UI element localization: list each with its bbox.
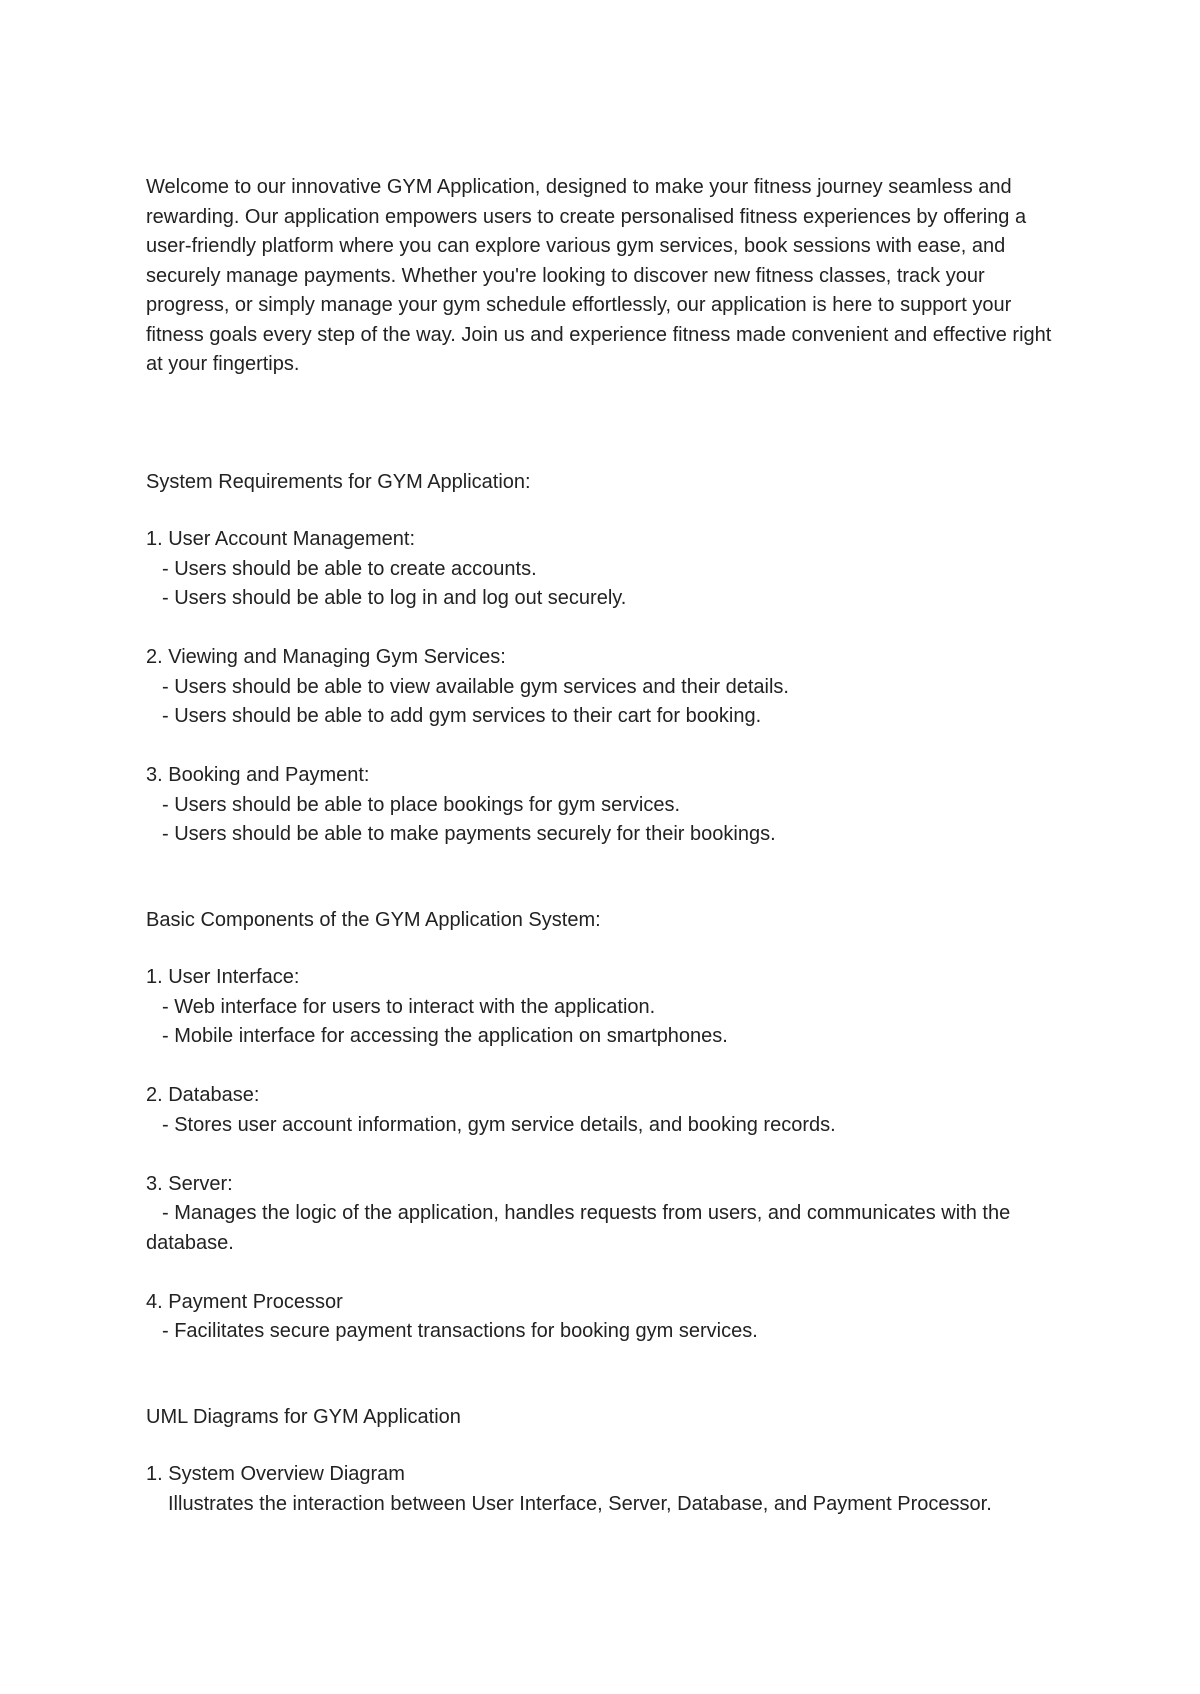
uml-heading: UML Diagrams for GYM Application [146, 1405, 461, 1428]
component-point: - Mobile interface for accessing the application on smartphones. [162, 1025, 728, 1047]
requirement-title: 3. Booking and Payment: [146, 764, 370, 786]
requirement-point: - Users should be able to view available gym services and their details. [162, 675, 789, 698]
requirement-item-1 [146, 525, 1066, 614]
requirement-point: - Users should be able to make payments securely for their bookings. [162, 823, 776, 845]
component-title: 2. Database: [146, 1084, 260, 1106]
requirement-point: - Users should be able to add gym services to their cart for booking. [162, 705, 762, 727]
component-point: - Web interface for users to interact with the application. [162, 995, 656, 1018]
requirement-point: - Users should be able to place bookings for gym services. [162, 793, 681, 816]
component-point: - Manages the logic of the application, handles requests from users, and communicates with the database. [146, 1202, 1011, 1254]
requirements-heading: System Requirements for GYM Application: [146, 470, 531, 493]
requirement-title: 2. Viewing and Managing Gym Services: [146, 646, 506, 668]
requirement-title: 1. User Account Management: [146, 528, 416, 550]
intro-paragraph: Welcome to our innovative GYM Application, designed to make your fitness journey seamless and rewarding. Our application empowers users to create personalised fitness experiences by offering a user-friendly platform where you can explore various gym services, book sessions with ease, and securely manage payments. Whether you're looking to discover new fitness classes, track your progress, or simply manage your gym schedule effortlessly, our application is here to support your fitness goals every step of the way. Join us and experience fitness made convenient and effective right at your fingertips. [146, 176, 1052, 375]
component-point: - Facilitates secure payment transactions for booking gym services. [162, 1320, 758, 1342]
component-point: - Stores user account information, gym service details, and booking records. [162, 1113, 836, 1136]
uml-point: Illustrates the interaction between User Interface, Server, Database, and Payment Processor. [168, 1492, 992, 1515]
document-content [146, 173, 1066, 1519]
component-title: 3. Server: [146, 1172, 233, 1195]
components-heading: Basic Components of the GYM Application System: [146, 908, 601, 931]
uml-title: 1. System Overview Diagram [146, 1463, 405, 1485]
component-item-4 [146, 1288, 1066, 1347]
requirement-point: - Users should be able to log in and log out securely. [162, 587, 627, 609]
requirement-point: - Users should be able to create accounts. [162, 557, 537, 580]
uml-item-1 [146, 1460, 1066, 1519]
requirement-item-3 [146, 761, 1066, 850]
component-item-3 [146, 1170, 1066, 1259]
component-item-1 [146, 963, 1066, 1052]
component-title: 4. Payment Processor [146, 1290, 343, 1313]
component-title: 1. User Interface: [146, 966, 300, 988]
component-item-2 [146, 1081, 1066, 1140]
requirement-item-2 [146, 643, 1066, 732]
